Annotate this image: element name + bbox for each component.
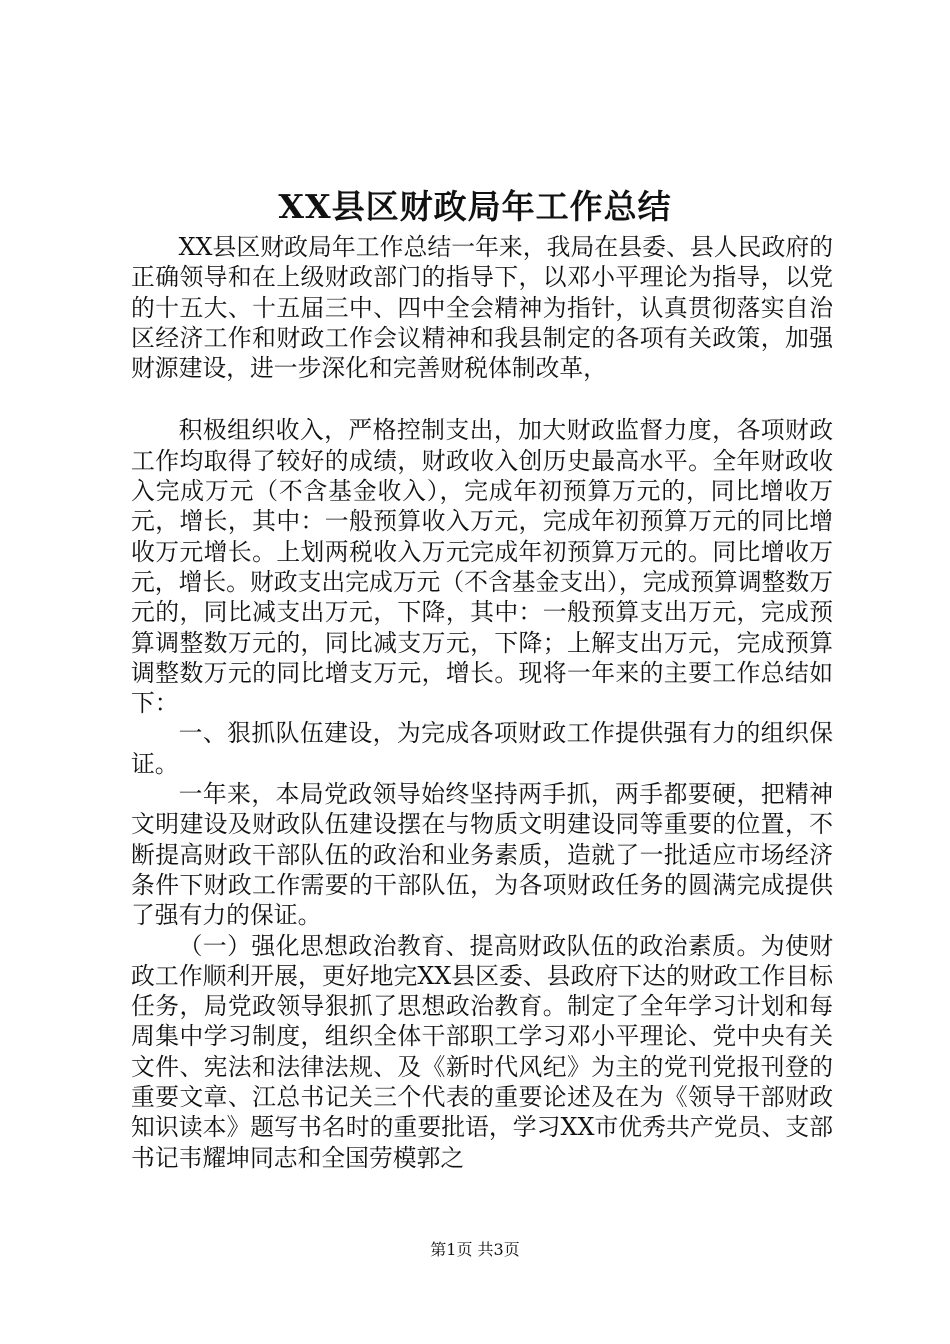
paragraph: XX县区财政局年工作总结一年来，我局在县委、县人民政府的正确领导和在上级财政部门的指导下，以邓小平理论为指导，以党的十五大、十五届三中、四中全会精神为指针，认真贯彻落实自治区经济工作和财政工作会议精神和我县制定的各项有关政策，加强财源建设，进一步深化和完善财税体制改革， [131,233,833,383]
paragraph-gap [131,383,833,415]
paragraph: 积极组织收入，严格控制支出，加大财政监督力度，各项财政工作均取得了较好的成绩，财政收入创历史最高水平。全年财政收入完成万元（不含基金收入），完成年初预算万元的，同比增收万元，增长，其中：一般预算收入万元，完成年初预算万元的同比增收万元增长。上划两税收入万元完成年初预算万元的。同比增收万元，增长。财政支出完成万元（不含基金支出），完成预算调整数万元的，同比减支出万元，下降，其中：一般预算支出万元，完成预算调整数万元的，同比减支万元，下降；上解支出万元，完成预算调整数万元的同比增支万元，增长。现将一年来的主要工作总结如下： [131,416,834,718]
document-body [131,232,833,1173]
document-title: XX县区财政局年工作总结 [278,187,672,226]
paragraph: 一年来，本局党政领导始终坚持两手抓，两手都要硬，把精神文明建设及财政队伍建设摆在与物质文明建设同等重要的位置，不断提高财政干部队伍的政治和业务素质，造就了一批适应市场经济条件下财政工作需要的干部队伍，为各项财政任务的圆满完成提供了强有力的保证。 [131,780,833,930]
page-footer: 第1页 共3页 [430,1240,520,1259]
paragraph: （一）强化思想政治教育、提高财政队伍的政治素质。为使财政工作顺利开展，更好地完XX县区委、县政府下达的财政工作目标任务，局党政领导狠抓了思想政治教育。制定了全年学习计划和每周集中学习制度，组织全体干部职工学习邓小平理论、党中央有关文件、宪法和法律法规、及《新时代风纪》为主的党刊党报刊登的重要文章、江总书记关三个代表的重要论述及在为《领导干部财政知识读本》题写书名时的重要批语，学习XX市优秀共产党员、支部书记韦耀坤同志和全国劳模郭之 [131,931,833,1172]
section-heading: 一、狠抓队伍建设，为完成各项财政工作提供强有力的组织保证。 [131,719,833,778]
